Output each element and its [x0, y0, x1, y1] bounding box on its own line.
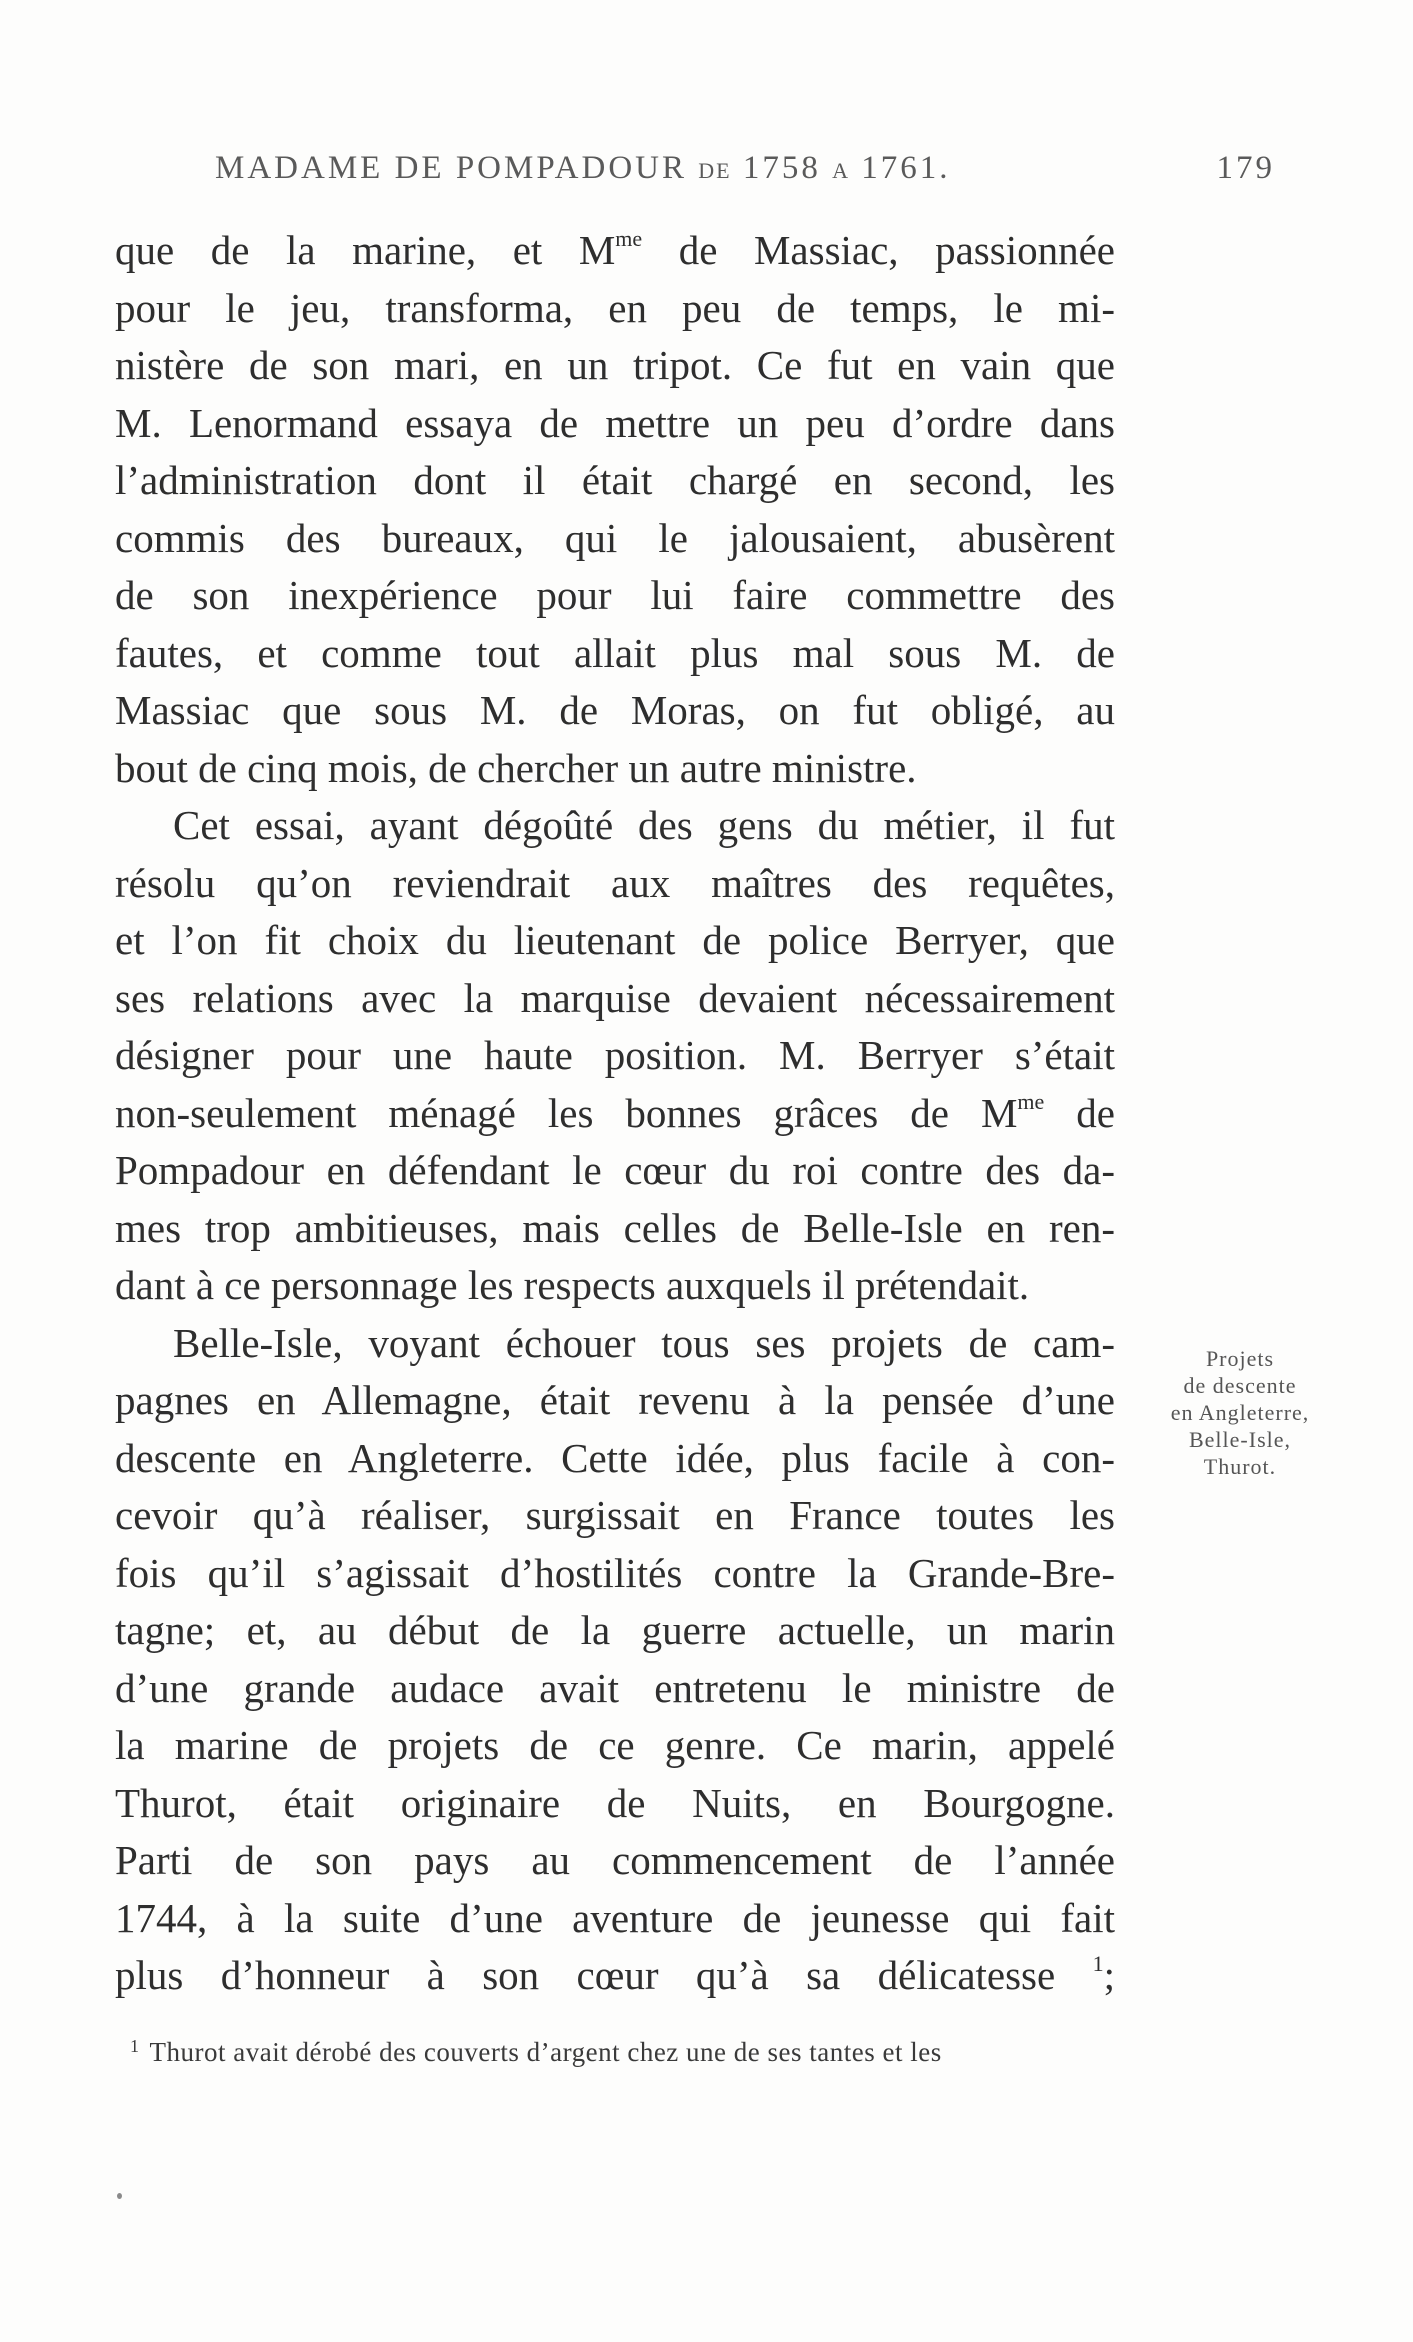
text-line-part: plus d’honneur à son cœur qu’à sa délicatesse: [115, 1952, 1093, 1998]
running-head: [215, 150, 1275, 194]
text-line: [115, 1947, 1115, 2005]
text-line-part: de Massiac, passionnée: [642, 227, 1115, 273]
text-line: la marine de projets de ce genre. Ce marin, appelé: [115, 1722, 1115, 1768]
text-line: commis des bureaux, qui le jalousaient, abusèrent: [115, 514, 1115, 561]
text-line: Pompadour en défendant le cœur du roi contre des da-: [115, 1147, 1115, 1193]
running-title: [215, 150, 950, 187]
running-title-year-end: 1761.: [861, 150, 951, 186]
text-line-part: non-seulement ménagé les bonnes grâces de M: [115, 1089, 1018, 1136]
page-number: 179: [1216, 150, 1275, 186]
text-line: fois qu’il s’agissait d’hostilités contre la Grande-Bre-: [115, 1549, 1115, 1596]
text-line: ses relations avec la marquise devaient nécessairement: [115, 974, 1115, 1021]
running-title-year-start: 1758: [742, 150, 821, 186]
margin-note-line: Projets: [1205, 1346, 1275, 1371]
text-line: fautes, et comme tout allait plus mal sous M. de: [115, 629, 1115, 676]
running-title-main: MADAME DE POMPADOUR: [215, 150, 688, 186]
paper-speck: [117, 2193, 122, 2199]
margin-note: [1135, 1345, 1345, 1480]
running-title-a: A: [832, 158, 850, 183]
running-title-de: DE: [698, 158, 732, 183]
body-text: [115, 222, 1115, 2005]
margin-note-line: Belle-Isle,: [1188, 1427, 1292, 1452]
footnote-mark: 1: [130, 2036, 140, 2056]
text-line: nistère de son mari, en un tripot. Ce fut en vain que: [115, 342, 1115, 388]
text-line: désigner pour une haute position. M. Berryer s’était: [115, 1032, 1115, 1078]
text-line: [115, 1085, 1115, 1143]
text-line: et l’on fit choix du lieutenant de police Berryer, que: [115, 917, 1115, 963]
text-line: cevoir qu’à réaliser, surgissait en France toutes les: [115, 1492, 1115, 1538]
text-line-part: ;: [1103, 1952, 1115, 1998]
text-line-part: de: [1044, 1089, 1115, 1136]
text-line-part: que de la marine, et M: [115, 227, 616, 273]
text-line: d’une grande audace avait entretenu le ministre de: [115, 1664, 1115, 1711]
superscript: me: [615, 226, 643, 251]
text-line: tagne; et, au début de la guerre actuelle, un marin: [115, 1607, 1115, 1653]
text-line: pagnes en Allemagne, était revenu à la pensée d’une: [115, 1377, 1115, 1423]
superscript: 1: [1092, 1951, 1104, 1976]
margin-note-line: Thurot.: [1203, 1454, 1277, 1479]
text-line: dant à ce personnage les respects auxquels il prétendait.: [115, 1262, 1030, 1308]
text-line: l’administration dont il était chargé en second, les: [115, 457, 1115, 503]
text-line: de son inexpérience pour lui faire commettre des: [115, 572, 1115, 618]
footnote-text: Thurot avait dérobé des couverts d’argent chez une de ses tantes et les: [149, 2037, 942, 2067]
text-line: Cet essai, ayant dégoûté des gens du métier, il fut: [173, 802, 1115, 848]
text-line: Thurot, était originaire de Nuits, en Bourgogne.: [115, 1779, 1115, 1826]
text-line: [115, 222, 1115, 280]
margin-note-line: de descente: [1183, 1373, 1297, 1398]
text-line: pour le jeu, transforma, en peu de temps, le mi-: [115, 284, 1115, 331]
text-line: Massiac que sous M. de Moras, on fut obligé, au: [115, 687, 1115, 733]
text-line: descente en Angleterre. Cette idée, plus facile à con-: [115, 1434, 1115, 1481]
text-line: résolu qu’on reviendrait aux maîtres des requêtes,: [115, 859, 1115, 906]
margin-note-line: en Angleterre,: [1170, 1400, 1310, 1425]
superscript: me: [1017, 1088, 1045, 1114]
footnote: [130, 2028, 1130, 2070]
text-line: Parti de son pays au commencement de l’année: [115, 1837, 1115, 1883]
text-line: M. Lenormand essaya de mettre un peu d’ordre dans: [115, 399, 1115, 446]
text-line: 1744, à la suite d’une aventure de jeunesse qui fait: [115, 1894, 1115, 1941]
text-line: bout de cinq mois, de chercher un autre ministre.: [115, 744, 917, 791]
text-line: mes trop ambitieuses, mais celles de Belle-Isle en ren-: [115, 1204, 1115, 1251]
text-line: Belle-Isle, voyant échouer tous ses projets de cam-: [173, 1319, 1115, 1366]
